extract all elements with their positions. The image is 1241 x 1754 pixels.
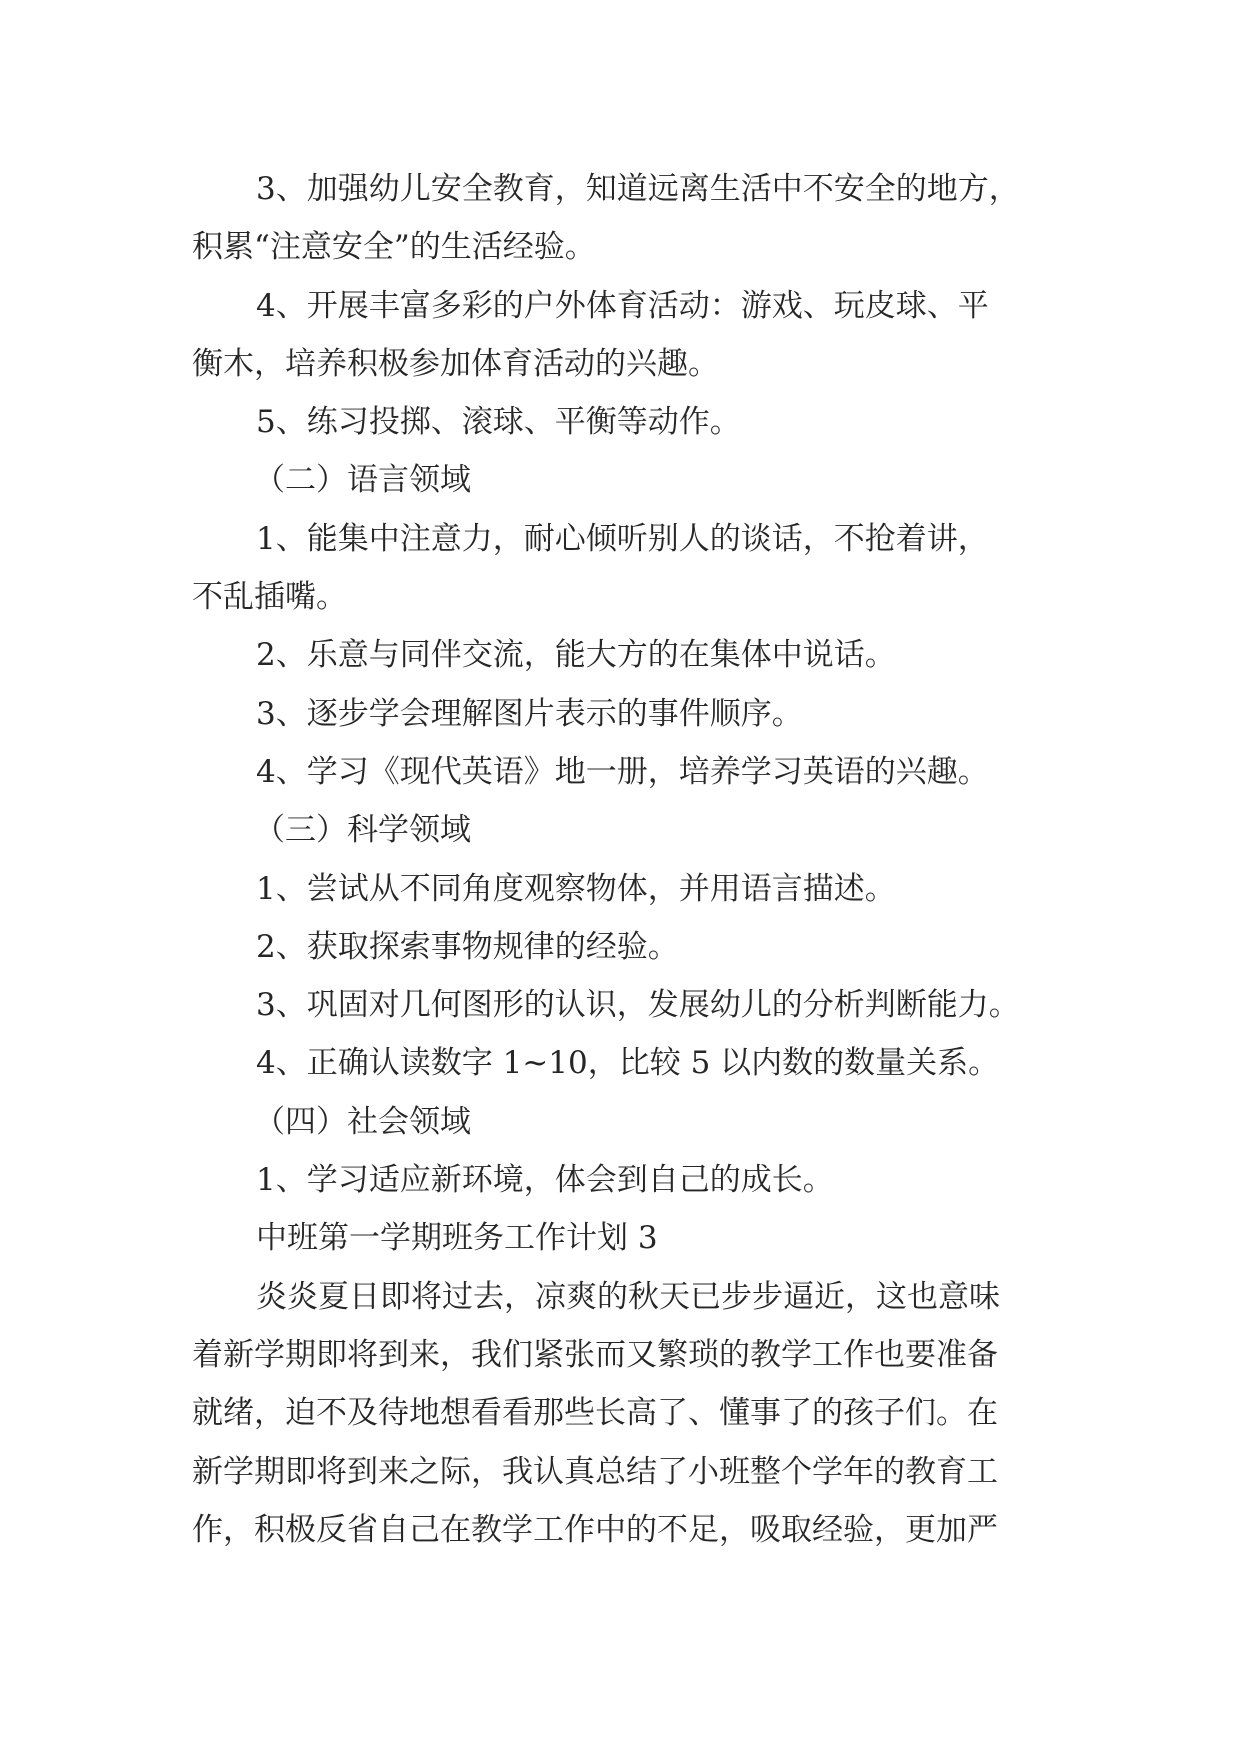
paragraph-line: 2、乐意与同伴交流，能大方的在集体中说话。 [256, 637, 896, 674]
document-body [192, 160, 1072, 1559]
paragraph-line: 4、正确认读数字 1~10，比较 5 以内数的数量关系。 [256, 1045, 1000, 1082]
paragraph-line: 3、加强幼儿安全教育，知道远离生活中不安全的地方， [256, 171, 1020, 207]
section-heading: （三）科学领域 [254, 812, 471, 849]
paragraph-line: 3、巩固对几何图形的认识，发展幼儿的分析判断能力。 [256, 987, 1020, 1024]
paragraph-line: 衡木，培养积极参加体育活动的兴趣。 [192, 345, 719, 382]
paragraph-line: 1、能集中注意力，耐心倾听别人的谈话，不抢着讲， [256, 520, 989, 557]
paragraph-line: 新学期即将到来之际，我认真总结了小班整个学年的教育工 [192, 1453, 998, 1490]
paragraph-line: 4、开展丰富多彩的户外体育活动：游戏、玩皮球、平 [256, 287, 989, 324]
paragraph-line: 4、学习《现代英语》地一册，培养学习英语的兴趣。 [256, 753, 989, 790]
paragraph-line: 着新学期即将到来，我们紧张而又繁琐的教学工作也要准备 [192, 1336, 998, 1373]
paragraph-line: 1、尝试从不同角度观察物体，并用语言描述。 [256, 870, 896, 907]
section-heading: （四）社会领域 [254, 1103, 471, 1140]
paragraph-line: 3、逐步学会理解图片表示的事件顺序。 [256, 695, 803, 732]
paragraph-line: 作，积极反省自己在教学工作中的不足，吸取经验，更加严 [192, 1511, 998, 1548]
paragraph-line: 就绪，迫不及待地想看看那些长高了、懂事了的孩子们。在 [192, 1395, 998, 1432]
document-title: 中班第一学期班务工作计划 3 [256, 1220, 658, 1257]
paragraph-line: 积累“注意安全”的生活经验。 [192, 229, 596, 266]
paragraph-line: 5、练习投掷、滚球、平衡等动作。 [256, 404, 741, 441]
paragraph-line: 1、学习适应新环境，体会到自己的成长。 [256, 1162, 834, 1199]
paragraph-line: 不乱插嘴。 [192, 579, 347, 616]
section-heading: （二）语言领域 [254, 462, 471, 499]
paragraph-line: 炎炎夏日即将过去，凉爽的秋天已步步逼近，这也意味 [256, 1278, 1000, 1315]
paragraph-line: 2、获取探索事物规律的经验。 [256, 928, 679, 965]
